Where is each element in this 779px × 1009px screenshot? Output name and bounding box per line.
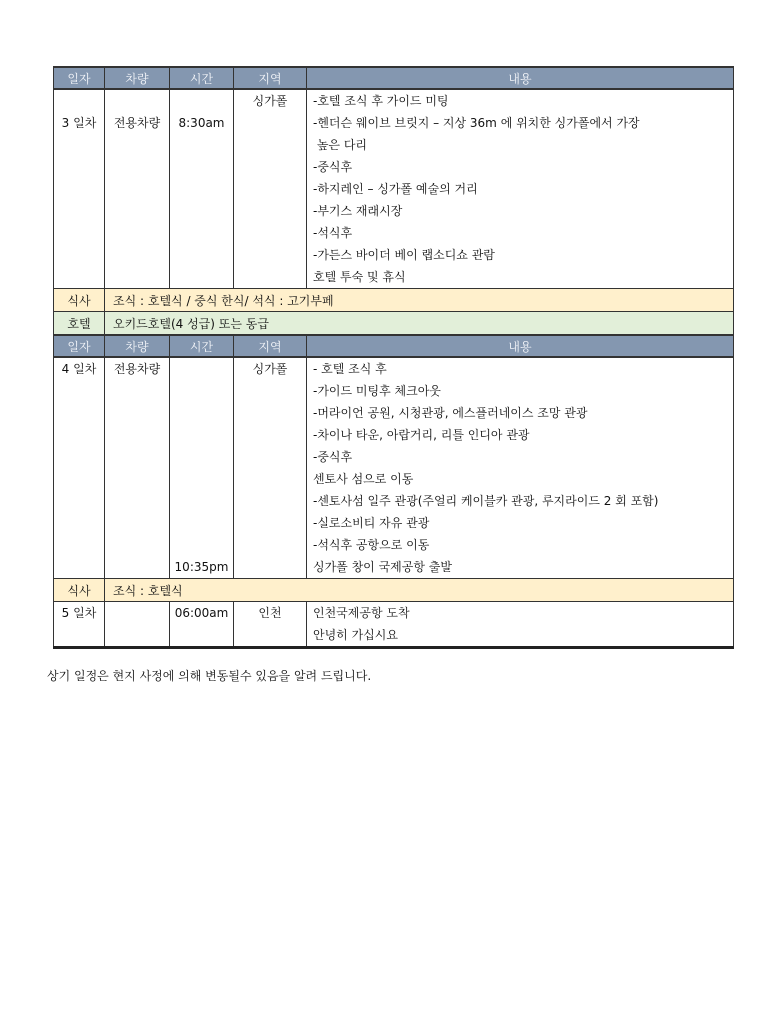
list-item: -실로소비티 자유 관광 (313, 516, 430, 530)
day3-vehicle-label: 전용차량 (113, 116, 161, 130)
day3-vehicle (105, 89, 170, 289)
table-header-row-2 (54, 335, 734, 357)
day4-meal-row (54, 579, 734, 602)
hotel-label: 호텔 (54, 312, 105, 336)
day5-vehicle (105, 602, 170, 648)
list-item: -가이드 미팅후 체크아웃 (313, 384, 441, 398)
hotel-value: 오키드호텔(4 성급) 또는 동급 (105, 312, 734, 336)
day3-content (307, 89, 734, 289)
header-vehicle: 차량 (105, 67, 170, 89)
header-region: 지역 (234, 67, 307, 89)
day4-time-label: 10:35pm (174, 560, 229, 574)
day3-day-label: 3 일차 (61, 116, 97, 130)
header-time: 시간 (170, 335, 234, 357)
header-day: 일자 (54, 335, 105, 357)
day4-vehicle-label: 전용차량 (113, 362, 161, 376)
meal-label: 식사 (54, 289, 105, 312)
day5-time (170, 602, 234, 648)
day3-meal-row (54, 289, 734, 312)
day4-row (54, 357, 734, 579)
list-item: 안녕히 가십시요 (313, 628, 398, 642)
day4-day-label: 4 일차 (61, 362, 97, 376)
day3-day (54, 89, 105, 289)
day4-day (54, 357, 105, 579)
list-item: -중식후 (313, 160, 353, 174)
list-item: 싱가폴 창이 국제공항 출발 (313, 560, 452, 574)
day3-time (170, 89, 234, 289)
day5-row (54, 602, 734, 648)
day5-region (234, 602, 307, 648)
header-content: 내용 (307, 67, 734, 89)
day5-vehicle-label (105, 602, 169, 624)
list-item: 높은 다리 (313, 138, 367, 152)
list-item: -호텔 조식 후 가이드 미팅 (313, 94, 449, 108)
day5-content (307, 602, 734, 648)
meal-label: 식사 (54, 579, 105, 602)
day5-day (54, 602, 105, 648)
header-day: 일자 (54, 67, 105, 89)
list-item: -하지레인 – 싱가폴 예술의 거리 (313, 182, 478, 196)
day4-content (307, 357, 734, 579)
day3-region (234, 89, 307, 289)
day4-region (234, 357, 307, 579)
list-item: - 호텔 조식 후 (313, 362, 387, 376)
list-item: -가든스 바이더 베이 랩소디쇼 관람 (313, 248, 495, 262)
footnote: 상기 일정은 현지 사정에 의해 변동될수 있음을 알려 드립니다. (47, 669, 372, 683)
table-header-row (54, 67, 734, 89)
list-item: -센토사섬 일주 관광(주얼리 케이블카 관광, 루지라이드 2 회 포함) (313, 494, 659, 508)
meal-value: 조식 : 호텔식 (105, 579, 734, 602)
meal-value: 조식 : 호텔식 / 중식 한식/ 석식 : 고기부페 (105, 289, 734, 312)
day4-vehicle (105, 357, 170, 579)
day3-region-label: 싱가폴 (252, 94, 288, 108)
day3-time-label: 8:30am (178, 116, 225, 130)
list-item: -차이나 타운, 아랍거리, 리틀 인디아 관광 (313, 428, 530, 442)
list-item: 인천국제공항 도착 (313, 606, 410, 620)
list-item: -머라이언 공원, 시청관광, 에스플러네이스 조망 관광 (313, 406, 588, 420)
list-item: 센토사 섬으로 이동 (313, 472, 414, 486)
list-item: 호텔 투숙 및 휴식 (313, 270, 406, 284)
day5-region-label: 인천 (258, 606, 282, 620)
day4-time (170, 357, 234, 579)
day5-time-label: 06:00am (174, 606, 229, 620)
day5-day-label: 5 일차 (61, 606, 97, 620)
day4-region-label: 싱가폴 (252, 362, 288, 376)
header-content: 내용 (307, 335, 734, 357)
list-item: -석식후 (313, 226, 353, 240)
header-vehicle: 차량 (105, 335, 170, 357)
list-item: -부기스 재래시장 (313, 204, 403, 218)
day3-hotel-row (54, 312, 734, 336)
header-region: 지역 (234, 335, 307, 357)
list-item: -중식후 (313, 450, 353, 464)
itinerary-table (53, 66, 734, 649)
list-item: -헨더슨 웨이브 브릿지 – 지상 36m 에 위치한 싱가폴에서 가장 (313, 116, 640, 130)
header-time: 시간 (170, 67, 234, 89)
day3-row (54, 89, 734, 289)
list-item: -석식후 공항으로 이동 (313, 538, 430, 552)
